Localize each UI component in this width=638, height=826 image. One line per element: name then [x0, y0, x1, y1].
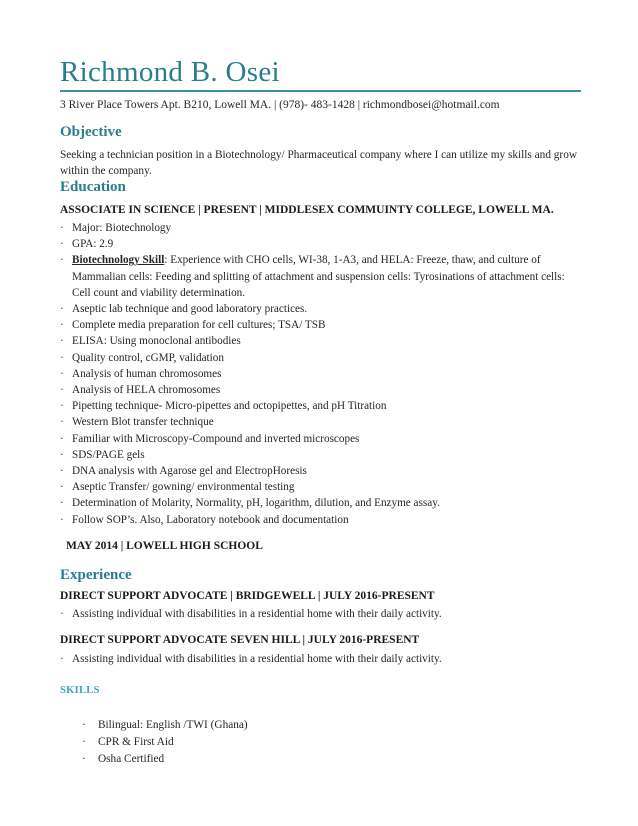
bullet: · [60, 481, 64, 494]
skill-text: Familiar with Microscopy-Compound and inverted microscopes [72, 432, 360, 445]
bullet: · [60, 351, 64, 364]
bullet: · [60, 608, 64, 620]
skill-text: Determination of Molarity, Normality, pH, logarithm, dilution, and Enzyme assay. [72, 497, 440, 510]
skills-heading: SKILLS [60, 685, 100, 696]
skill-item: Osha Certified [98, 753, 165, 765]
job-detail-list [60, 651, 442, 667]
gpa-text: GPA: 2.9 [72, 238, 114, 251]
list-item [60, 317, 582, 333]
list-item [60, 651, 442, 667]
skill-item: CPR & First Aid [98, 736, 174, 748]
bullet: · [60, 497, 64, 510]
skill-text: Aseptic Transfer/ gowning/ environmental testing [72, 481, 295, 494]
list-item [60, 366, 582, 382]
skill-text: Western Blot transfer technique [72, 416, 214, 429]
skill-text: ELISA: Using monoclonal antibodies [72, 335, 241, 348]
list-item [60, 301, 582, 317]
list-item [60, 350, 582, 366]
bullet: · [60, 319, 64, 332]
bullet: · [60, 367, 64, 380]
education-heading: Education [60, 179, 126, 195]
list-item [60, 220, 582, 236]
list-item [60, 236, 582, 252]
bullet: · [60, 653, 64, 665]
bullet: · [60, 335, 64, 348]
bullet: · [82, 753, 86, 765]
skill-text: DNA analysis with Agarose gel and ElectropHoresis [72, 465, 307, 478]
list-item [60, 463, 582, 479]
bullet: · [60, 432, 64, 445]
job-detail-list [60, 606, 442, 622]
objective-heading: Objective [60, 124, 122, 140]
major-text: Major: Biotechnology [72, 222, 172, 234]
skill-text: SDS/PAGE gels [72, 448, 145, 461]
list-item [60, 479, 582, 495]
skills-list [82, 717, 248, 768]
list-item [60, 333, 582, 349]
bullet: · [60, 448, 64, 461]
list-item [60, 252, 582, 301]
skill-text: Complete media preparation for cell cultures; TSA/ TSB [72, 319, 326, 332]
bullet: · [60, 400, 64, 413]
skill-text: Pipetting technique- Micro-pipettes and octopipettes, and pH Titration [72, 400, 387, 413]
list-item [60, 382, 582, 398]
bullet: · [60, 303, 64, 316]
job-detail: Assisting individual with disabilities in a residential home with their daily activity. [72, 653, 442, 665]
list-item [60, 414, 582, 430]
bullet: · [60, 222, 64, 234]
degree-line: ASSOCIATE IN SCIENCE | PRESENT | MIDDLESEX COMMUINTY COLLEGE, LOWELL MA. [60, 204, 554, 216]
experience-heading: Experience [60, 567, 132, 583]
list-item [82, 751, 248, 768]
bullet: · [60, 238, 64, 251]
list-item [82, 717, 248, 734]
skill-text: Aseptic lab technique and good laboratory practices. [72, 303, 308, 316]
bullet: · [82, 736, 86, 748]
list-item [60, 431, 582, 447]
skill-text: Follow SOP’s. Also, Laboratory notebook and documentation [72, 513, 349, 526]
bullet: · [60, 254, 64, 267]
biotech-skill-label: Biotechnology Skill [72, 254, 165, 267]
list-item [82, 734, 248, 751]
contact-line: 3 River Place Towers Apt. B210, Lowell MA. | (978)- 483-1428 | richmondbosei@hotmail.com [60, 99, 500, 111]
bullet: · [60, 465, 64, 478]
bullet: · [60, 384, 64, 397]
education-list [60, 220, 582, 528]
bullet: · [82, 719, 86, 731]
bullet: · [60, 513, 64, 526]
bullet: · [60, 416, 64, 429]
job-detail: Assisting individual with disabilities in a residential home with their daily activity. [72, 608, 442, 620]
biotech-skill-text: : Experience with CHO cells, WI-38, 1-A3, and HELA: Freeze, thaw, and culture of Mammalian cells: Feeding and splitting of attachment and suspension cells: Tyrosinations of attachment cells: Cell count and viability determination. [72, 254, 565, 299]
job-title: DIRECT SUPPORT ADVOCATE | BRIDGEWELL | JULY 2016-PRESENT [60, 590, 435, 602]
skill-text: Quality control, cGMP, validation [72, 351, 224, 364]
skill-text: Analysis of HELA chromosomes [72, 384, 221, 397]
skill-text: Analysis of human chromosomes [72, 367, 222, 380]
header-divider [60, 90, 581, 92]
list-item [60, 398, 582, 414]
job-title: DIRECT SUPPORT ADVOCATE SEVEN HILL | JULY 2016-PRESENT [60, 634, 420, 646]
list-item [60, 495, 582, 511]
list-item [60, 447, 582, 463]
candidate-name: Richmond B. Osei [60, 56, 280, 88]
skill-item: Bilingual: English /TWI (Ghana) [98, 719, 248, 731]
high-school-line: MAY 2014 | LOWELL HIGH SCHOOL [66, 540, 263, 552]
objective-text: Seeking a technician position in a Biotechnology/ Pharmaceutical company where I can utilize my skills and grow within the company. [60, 149, 578, 177]
list-item [60, 512, 582, 528]
list-item [60, 606, 442, 622]
